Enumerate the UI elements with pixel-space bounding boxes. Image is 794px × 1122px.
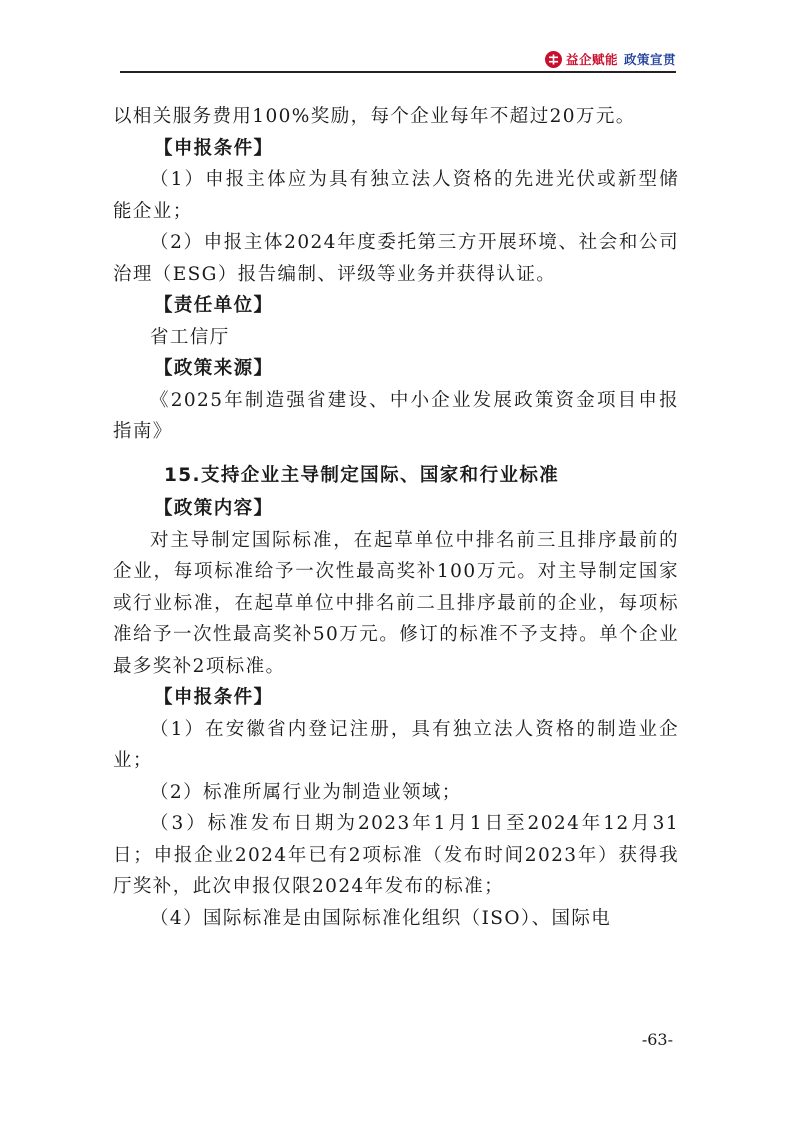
section-heading-apply-conditions-2: 【申报条件】 — [154, 687, 274, 708]
paragraph-condition-2-3: （3）标准发布日期为2023年1月1日至2024年12月31日；申报企业2024年已有2项标准（发布时间2023年）获得我厅奖补，此次申报仅限2024年发布的标准； — [113, 813, 679, 897]
paragraph-policy-source: 《2025年制造强省建设、中小企业发展政策资金项目申报指南》 — [113, 389, 679, 442]
paragraph-condition-2: （2）申报主体2024年度委托第三方开展环境、社会和公司治理（ESG）报告编制、评级等业务并获得认证。 — [113, 232, 679, 285]
paragraph-policy-content: 对主导制定国际标准，在起草单位中排名前三且排序最前的企业，每项标准给予一次性最高奖补100万元。对主导制定国家或行业标准，在起草单位中排名前二且排序最前的企业，每项标准给予一次性最高奖补50万元。修订的标准不予支持。单个企业最多奖补2项标准。 — [113, 529, 679, 677]
paragraph-condition-1: （1）申报主体应为具有独立法人资格的先进光伏或新型储能企业； — [113, 169, 679, 222]
page-number: -63- — [641, 1030, 673, 1049]
paragraph-reward-continuation: 以相关服务费用100%奖励，每个企业每年不超过20万元。 — [113, 106, 636, 127]
document-body — [113, 101, 679, 934]
section-heading-policy-content: 【政策内容】 — [154, 498, 274, 519]
paragraph-condition-2-4: （4）国际标准是由国际标准化组织（ISO）、国际电 — [150, 907, 612, 929]
paragraph-condition-2-1: （1）在安徽省内登记注册，具有独立法人资格的制造业企业； — [113, 718, 679, 771]
brand-logo-text-blue: 政策宣贯 — [623, 52, 676, 67]
brand-logo-text-red: 益企赋能 — [565, 52, 618, 67]
section-heading-policy-source: 【政策来源】 — [154, 358, 274, 379]
paragraph-condition-2-2: （2）标准所属行业为制造业领域； — [150, 781, 462, 803]
brand-logo-icon — [545, 51, 562, 68]
header-divider — [120, 71, 676, 73]
brand-logo — [545, 50, 676, 68]
section-heading-apply-conditions: 【申报条件】 — [154, 137, 274, 159]
section-heading-responsible-unit: 【责任单位】 — [154, 295, 274, 316]
item-title-15: 15.支持企业主导制定国际、国家和行业标准 — [164, 464, 560, 486]
paragraph-responsible-unit: 省工信厅 — [150, 326, 230, 348]
